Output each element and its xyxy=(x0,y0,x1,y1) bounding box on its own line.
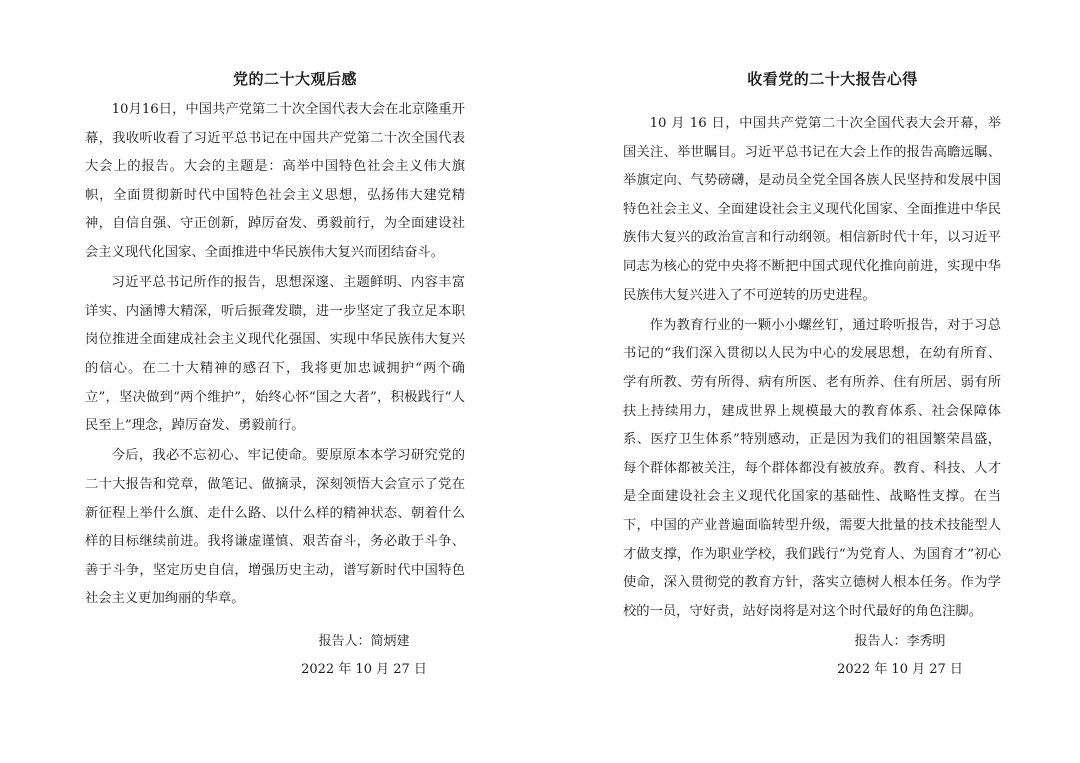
right-reporter: 报告人：李秀明 xyxy=(854,634,946,649)
right-body xyxy=(623,110,1001,628)
left-signature xyxy=(264,628,464,684)
right-paragraph: 作为教育行业的一颗小小螺丝钉，通过聆听报告，对于习总书记的“我们深入贯彻以人民为中心的发展思想，在幼有所育、学有所教、劳有所得、病有所医、老有所养、住有所居、弱有所扶上持续用力，建成世界上规模最大的教育体系、社会保障体系、医疗卫生体系”特别感动，正是因为我们的祖国繁荣昌盛，每个群体都被关注，每个群体都没有被放弃。教育、科技、人才是全面建设社会主义现代化国家的基础性、战略性支撑。在当下，中国的产业普遍面临转型升级，需要大批量的技术技能型人才做支撑，作为职业学校，我们践行“为党育人、为国育才”初心使命，深入贯彻党的教育方针，落实立德树人根本任务。作为学校的一员，守好责，站好岗将是对这个时代最好的角色注脚。 xyxy=(623,317,1001,619)
left-body xyxy=(85,96,465,615)
left-title: 党的二十大观后感 xyxy=(232,70,357,88)
right-signature xyxy=(800,628,1000,684)
right-date: 2022 年 10 月 27 日 xyxy=(837,662,963,677)
left-paragraph: 今后，我必不忘初心、牢记使命。要原原本本学习研究党的二十大报告和党章，做笔记、做摘录，深刻领悟大会宣示了党在新征程上举什么旗、走什么路、以什么样的精神状态、朝着什么样的目标继续前进。我将谦虚谨慎、艰苦奋斗，务必敢于斗争、善于斗争，坚定历史自信，增强历史主动，谱写新时代中国特色社会主义更加绚丽的华章。 xyxy=(85,448,465,607)
left-paragraph: 10月16日，中国共产党第二十次全国代表大会在北京隆重开幕，我收听收看了习近平总书记在中国共产党第二十次全国代表大会上的报告。大会的主题是：高举中国特色社会主义伟大旗帜，全面贯彻新时代中国特色社会主义思想，弘扬伟大建党精神，自信自强、守正创新，踔厉奋发、勇毅前行，为全面建设社会主义现代化国家、全面推进中华民族伟大复兴而团结奋斗。 xyxy=(85,102,465,260)
left-reporter: 报告人：简炳建 xyxy=(318,634,410,649)
right-paragraph: 10 月 16 日，中国共产党第二十次全国代表大会开幕，举国关注、举世瞩目。习近平总书记在大会上作的报告高瞻远瞩、举旗定向、气势磅礴，是动员全党全国各族人民坚持和发展中国特色社会主义、全面建设社会主义现代化国家、全面推进中华民族伟大复兴的政治宣言和行动纲领。相信新时代十年，以习近平同志为核心的党中央将不断把中国式现代化推向前进，实现中华民族伟大复兴进入了不可逆转的历史进程。 xyxy=(623,116,1001,303)
right-title: 收看党的二十大报告心得 xyxy=(747,70,918,88)
left-paragraph: 习近平总书记所作的报告，思想深邃、主题鲜明、内容丰富详实、内涵博大精深，听后振聋发聩，进一步坚定了我立足本职岗位推进全面建成社会主义现代化强国、实现中华民族伟大复兴的信心。在二十大精神的感召下，我将更加忠诚拥护“两个确立”，坚决做到“两个维护”，始终心怀“国之大者”，积极践行“人民至上”理念，踔厉奋发、勇毅前行。 xyxy=(85,275,465,434)
left-date: 2022 年 10 月 27 日 xyxy=(301,662,427,677)
